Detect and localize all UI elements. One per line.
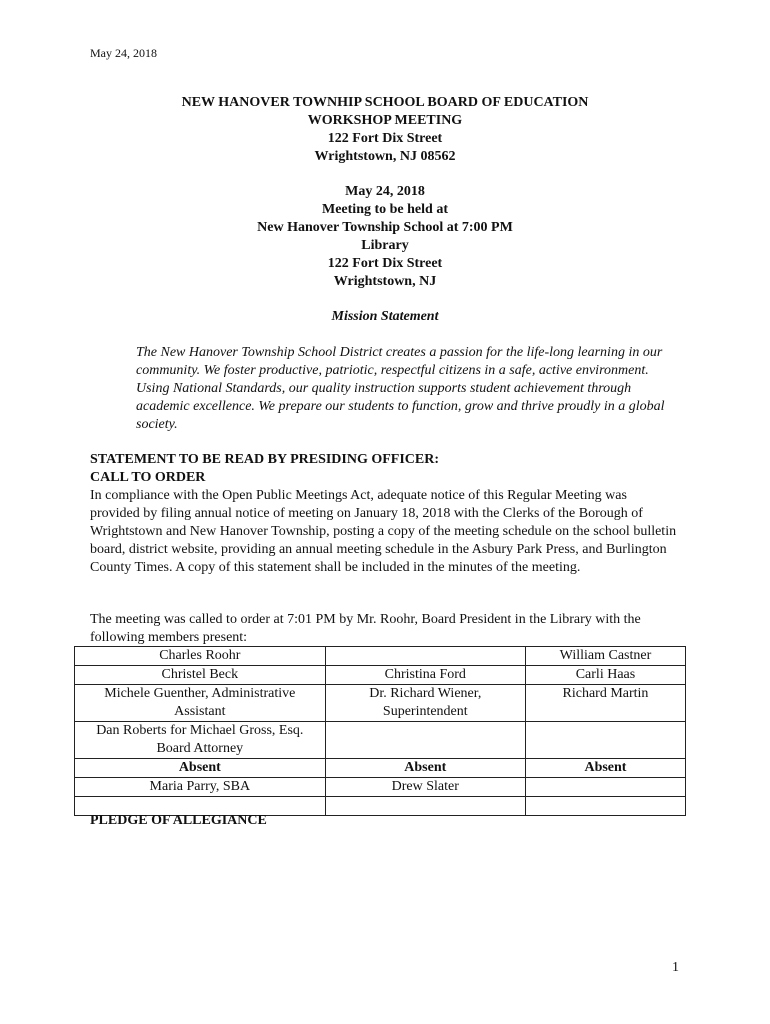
statement-heading: STATEMENT TO BE READ BY PRESIDING OFFICER:: [90, 452, 440, 467]
table-row: [75, 647, 686, 666]
meeting-line: Meeting to be held at: [322, 202, 448, 217]
table-cell: Michele Guenther, Administrative Assistant: [75, 685, 326, 722]
table-cell: [325, 722, 525, 759]
meeting-block: [0, 183, 770, 291]
members-table: [74, 646, 686, 816]
call-to-order-heading: CALL TO ORDER: [90, 470, 206, 485]
table-cell: [325, 647, 525, 666]
table-cell: William Castner: [525, 647, 685, 666]
table-cell: Christel Beck: [75, 666, 326, 685]
table-cell: Dan Roberts for Michael Gross, Esq. Board Attorney: [75, 722, 326, 759]
title-block: [0, 94, 770, 166]
table-row: [75, 685, 686, 722]
table-cell: Drew Slater: [325, 778, 525, 797]
title-line: Wrightstown, NJ 08562: [314, 149, 456, 164]
table-cell: Absent: [75, 759, 326, 778]
meeting-line: Wrightstown, NJ: [333, 274, 437, 289]
mission-title: Mission Statement: [331, 309, 439, 324]
page-number: 1: [672, 960, 679, 975]
meeting-line: 122 Fort Dix Street: [327, 256, 443, 271]
meeting-line: Library: [361, 238, 409, 253]
table-cell: Christina Ford: [325, 666, 525, 685]
statement-text: In compliance with the Open Public Meetings Act, adequate notice of this Regular Meeting was provided by filing annual notice of meeting on January 18, 2018 with the Clerks of the Borough of Wrightstown and New Hanover Township, posting a copy of the meeting schedule on the school bulletin board, district website, providing an annual meeting schedule in the Asbury Park Press, and Burlington County Times. A copy of this statement shall be included in the minutes of the meeting.: [90, 488, 677, 575]
call-to-order-text: The meeting was called to order at 7:01 PM by Mr. Roohr, Board President in the Library with the following members present:: [90, 612, 641, 645]
mission-text: The New Hanover Township School District creates a passion for the life-long learning in our community. We foster productive, patriotic, respectful citizens in a safe, active environment. Using National Standards, our quality instruction supports student achievement through academic excellence. We prepare our students to function, grow and thrive proudly in a global society.: [136, 345, 665, 432]
meeting-line: May 24, 2018: [345, 184, 425, 199]
members-table-body: [75, 647, 686, 816]
table-cell: [525, 722, 685, 759]
table-cell: [525, 778, 685, 797]
meeting-line: New Hanover Township School at 7:00 PM: [257, 220, 513, 235]
table-cell: Absent: [325, 759, 525, 778]
table-row: [75, 778, 686, 797]
table-cell: Carli Haas: [525, 666, 685, 685]
title-line: 122 Fort Dix Street: [327, 131, 443, 146]
table-cell: Maria Parry, SBA: [75, 778, 326, 797]
table-row: [75, 722, 686, 759]
title-line: NEW HANOVER TOWNHIP SCHOOL BOARD OF EDUCATION: [181, 95, 589, 110]
table-cell: [325, 797, 525, 816]
table-row: [75, 666, 686, 685]
table-cell: Absent: [525, 759, 685, 778]
header-date: May 24, 2018: [90, 46, 157, 60]
table-cell: Richard Martin: [525, 685, 685, 722]
title-line: WORKSHOP MEETING: [307, 113, 463, 128]
table-cell: Dr. Richard Wiener, Superintendent: [325, 685, 525, 722]
table-cell: [525, 797, 685, 816]
pledge-heading: PLEDGE OF ALLEGIANCE: [90, 813, 267, 828]
table-cell: Charles Roohr: [75, 647, 326, 666]
table-row: [75, 759, 686, 778]
